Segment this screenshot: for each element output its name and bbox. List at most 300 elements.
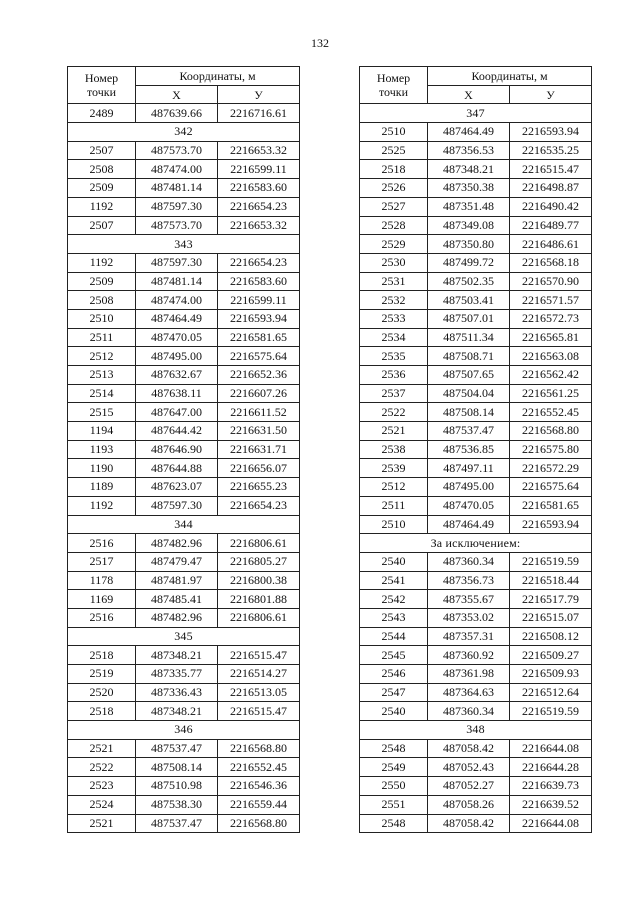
point-number-cell: 2516 <box>68 534 136 553</box>
y-coordinate-cell: 2216546.36 <box>218 777 300 796</box>
table-row <box>360 590 592 609</box>
point-number-cell: 2524 <box>68 795 136 814</box>
table-row <box>360 197 592 216</box>
x-coordinate-cell: 487470.05 <box>428 496 510 515</box>
y-coordinate-cell: 2216552.45 <box>218 758 300 777</box>
point-number-cell: 2523 <box>68 777 136 796</box>
y-coordinate-cell: 2216571.57 <box>510 291 592 310</box>
point-number-cell: 2510 <box>68 309 136 328</box>
group-header-row <box>68 515 300 534</box>
y-coordinate-cell: 2216805.27 <box>218 552 300 571</box>
table-row <box>68 739 300 758</box>
y-coordinate-cell: 2216639.73 <box>510 777 592 796</box>
x-coordinate-cell: 487058.42 <box>428 739 510 758</box>
y-coordinate-cell: 2216801.88 <box>218 590 300 609</box>
y-coordinate-cell: 2216568.18 <box>510 253 592 272</box>
point-number-cell: 2525 <box>360 141 428 160</box>
group-header-row <box>68 721 300 740</box>
point-number-cell: 2515 <box>68 403 136 422</box>
table-row <box>68 534 300 553</box>
y-coordinate-cell: 2216654.23 <box>218 253 300 272</box>
x-coordinate-cell: 487357.31 <box>428 627 510 646</box>
header-y: У <box>218 85 300 104</box>
y-coordinate-cell: 2216581.65 <box>510 496 592 515</box>
x-coordinate-cell: 487474.00 <box>136 160 218 179</box>
x-coordinate-cell: 487538.30 <box>136 795 218 814</box>
x-coordinate-cell: 487348.21 <box>136 702 218 721</box>
x-coordinate-cell: 487485.41 <box>136 590 218 609</box>
x-coordinate-cell: 487360.92 <box>428 646 510 665</box>
table-row <box>360 216 592 235</box>
x-coordinate-cell: 487573.70 <box>136 141 218 160</box>
table-row <box>68 272 300 291</box>
point-number-cell: 2532 <box>360 291 428 310</box>
point-number-cell: 2546 <box>360 665 428 684</box>
point-number-cell: 2510 <box>360 515 428 534</box>
x-coordinate-cell: 487646.90 <box>136 440 218 459</box>
y-coordinate-cell: 2216519.59 <box>510 552 592 571</box>
table-row <box>68 702 300 721</box>
y-coordinate-cell: 2216581.65 <box>218 328 300 347</box>
table-row <box>68 459 300 478</box>
table-row <box>360 571 592 590</box>
x-coordinate-cell: 487052.27 <box>428 777 510 796</box>
point-number-cell: 2538 <box>360 440 428 459</box>
point-number-cell: 2540 <box>360 552 428 571</box>
table-row <box>360 496 592 515</box>
point-number-cell: 2511 <box>68 328 136 347</box>
group-label: 342 <box>68 123 300 142</box>
table-row <box>68 440 300 459</box>
table-row <box>68 309 300 328</box>
table-row <box>68 590 300 609</box>
header-x: X <box>428 85 510 104</box>
y-coordinate-cell: 2216489.77 <box>510 216 592 235</box>
y-coordinate-cell: 2216568.80 <box>218 814 300 833</box>
table-row <box>68 683 300 702</box>
table-row <box>360 422 592 441</box>
x-coordinate-cell: 487497.11 <box>428 459 510 478</box>
x-coordinate-cell: 487355.67 <box>428 590 510 609</box>
table-row <box>68 141 300 160</box>
table-row <box>68 216 300 235</box>
point-number-cell: 2535 <box>360 347 428 366</box>
x-coordinate-cell: 487508.71 <box>428 347 510 366</box>
table-row <box>360 440 592 459</box>
x-coordinate-cell: 487464.49 <box>136 309 218 328</box>
point-number-cell: 2518 <box>68 702 136 721</box>
point-number-cell: 2545 <box>360 646 428 665</box>
x-coordinate-cell: 487511.34 <box>428 328 510 347</box>
y-coordinate-cell: 2216568.80 <box>218 739 300 758</box>
table-row <box>68 814 300 833</box>
x-coordinate-cell: 487360.34 <box>428 702 510 721</box>
point-number-cell: 2518 <box>68 646 136 665</box>
point-number-cell: 1178 <box>68 571 136 590</box>
point-number-cell: 2512 <box>68 347 136 366</box>
group-header-row <box>68 235 300 254</box>
table-row <box>68 403 300 422</box>
table-row <box>360 627 592 646</box>
table-row <box>360 795 592 814</box>
header-y: У <box>510 85 592 104</box>
table-row <box>68 665 300 684</box>
table-row <box>68 571 300 590</box>
point-number-cell: 2531 <box>360 272 428 291</box>
x-coordinate-cell: 487361.98 <box>428 665 510 684</box>
x-coordinate-cell: 487508.14 <box>136 758 218 777</box>
x-coordinate-cell: 487537.47 <box>428 422 510 441</box>
x-coordinate-cell: 487536.85 <box>428 440 510 459</box>
table-row <box>360 141 592 160</box>
y-coordinate-cell: 2216607.26 <box>218 384 300 403</box>
x-coordinate-cell: 487482.96 <box>136 608 218 627</box>
y-coordinate-cell: 2216575.80 <box>510 440 592 459</box>
y-coordinate-cell: 2216593.94 <box>510 123 592 142</box>
y-coordinate-cell: 2216515.47 <box>218 646 300 665</box>
x-coordinate-cell: 487464.49 <box>428 123 510 142</box>
x-coordinate-cell: 487336.43 <box>136 683 218 702</box>
y-coordinate-cell: 2216535.25 <box>510 141 592 160</box>
x-coordinate-cell: 487507.65 <box>428 366 510 385</box>
page-number: 132 <box>311 36 329 50</box>
table-row <box>360 366 592 385</box>
x-coordinate-cell: 487495.00 <box>136 347 218 366</box>
y-coordinate-cell: 2216572.73 <box>510 309 592 328</box>
point-number-cell: 2508 <box>68 291 136 310</box>
x-coordinate-cell: 487495.00 <box>428 478 510 497</box>
point-number-cell: 2529 <box>360 235 428 254</box>
point-number-cell: 2507 <box>68 141 136 160</box>
table-row <box>360 309 592 328</box>
x-coordinate-cell: 487349.08 <box>428 216 510 235</box>
coordinates-table-left <box>67 66 300 833</box>
header-point-number: Номер точки <box>68 67 136 104</box>
point-number-cell: 2509 <box>68 272 136 291</box>
y-coordinate-cell: 2216631.71 <box>218 440 300 459</box>
y-coordinate-cell: 2216563.08 <box>510 347 592 366</box>
point-number-cell: 2534 <box>360 328 428 347</box>
x-coordinate-cell: 487499.72 <box>428 253 510 272</box>
point-number-cell: 2519 <box>68 665 136 684</box>
group-header-row <box>360 534 592 553</box>
point-number-cell: 1192 <box>68 496 136 515</box>
y-coordinate-cell: 2216716.61 <box>218 104 300 123</box>
y-coordinate-cell: 2216559.44 <box>218 795 300 814</box>
y-coordinate-cell: 2216806.61 <box>218 608 300 627</box>
point-number-cell: 2540 <box>360 702 428 721</box>
x-coordinate-cell: 487639.66 <box>136 104 218 123</box>
point-number-cell: 2514 <box>68 384 136 403</box>
point-number-cell: 2517 <box>68 552 136 571</box>
y-coordinate-cell: 2216583.60 <box>218 272 300 291</box>
x-coordinate-cell: 487597.30 <box>136 496 218 515</box>
x-coordinate-cell: 487507.01 <box>428 309 510 328</box>
table-row <box>68 608 300 627</box>
point-number-cell: 2520 <box>68 683 136 702</box>
point-number-cell: 1194 <box>68 422 136 441</box>
x-coordinate-cell: 487364.63 <box>428 683 510 702</box>
table-row <box>360 552 592 571</box>
table-row <box>360 777 592 796</box>
table-row <box>68 291 300 310</box>
y-coordinate-cell: 2216575.64 <box>510 478 592 497</box>
point-number-cell: 2550 <box>360 777 428 796</box>
y-coordinate-cell: 2216639.52 <box>510 795 592 814</box>
point-number-cell: 2537 <box>360 384 428 403</box>
y-coordinate-cell: 2216561.25 <box>510 384 592 403</box>
x-coordinate-cell: 487481.97 <box>136 571 218 590</box>
y-coordinate-cell: 2216509.27 <box>510 646 592 665</box>
point-number-cell: 2536 <box>360 366 428 385</box>
point-number-cell: 1169 <box>68 590 136 609</box>
y-coordinate-cell: 2216653.32 <box>218 141 300 160</box>
group-label: 348 <box>360 721 592 740</box>
y-coordinate-cell: 2216655.23 <box>218 478 300 497</box>
group-label: За исключением: <box>360 534 592 553</box>
table-row <box>360 758 592 777</box>
y-coordinate-cell: 2216519.59 <box>510 702 592 721</box>
table-row <box>68 104 300 123</box>
point-number-cell: 2522 <box>68 758 136 777</box>
x-coordinate-cell: 487470.05 <box>136 328 218 347</box>
y-coordinate-cell: 2216654.23 <box>218 496 300 515</box>
table-row <box>360 347 592 366</box>
table-row <box>68 496 300 515</box>
y-coordinate-cell: 2216552.45 <box>510 403 592 422</box>
point-number-cell: 2530 <box>360 253 428 272</box>
table-row <box>360 328 592 347</box>
table-row <box>360 459 592 478</box>
point-number-cell: 2518 <box>360 160 428 179</box>
table-row <box>68 197 300 216</box>
x-coordinate-cell: 487348.21 <box>428 160 510 179</box>
coordinates-table-right <box>359 66 592 833</box>
y-coordinate-cell: 2216644.28 <box>510 758 592 777</box>
x-coordinate-cell: 487360.34 <box>428 552 510 571</box>
table-row <box>360 665 592 684</box>
y-coordinate-cell: 2216514.27 <box>218 665 300 684</box>
point-number-cell: 2541 <box>360 571 428 590</box>
table-row <box>360 179 592 198</box>
x-coordinate-cell: 487479.47 <box>136 552 218 571</box>
point-number-cell: 2522 <box>360 403 428 422</box>
y-coordinate-cell: 2216515.47 <box>510 160 592 179</box>
point-number-cell: 1190 <box>68 459 136 478</box>
point-number-cell: 2507 <box>68 216 136 235</box>
y-coordinate-cell: 2216512.64 <box>510 683 592 702</box>
point-number-cell: 2547 <box>360 683 428 702</box>
table-row <box>360 160 592 179</box>
table-row <box>68 366 300 385</box>
x-coordinate-cell: 487537.47 <box>136 814 218 833</box>
group-label: 344 <box>68 515 300 534</box>
point-number-cell: 2521 <box>68 814 136 833</box>
y-coordinate-cell: 2216644.08 <box>510 739 592 758</box>
table-row <box>360 384 592 403</box>
point-number-cell: 2511 <box>360 496 428 515</box>
y-coordinate-cell: 2216599.11 <box>218 291 300 310</box>
table-row <box>68 160 300 179</box>
group-header-row <box>68 627 300 646</box>
y-coordinate-cell: 2216806.61 <box>218 534 300 553</box>
table-row <box>68 347 300 366</box>
table-row <box>68 478 300 497</box>
y-coordinate-cell: 2216513.05 <box>218 683 300 702</box>
y-coordinate-cell: 2216599.11 <box>218 160 300 179</box>
y-coordinate-cell: 2216570.90 <box>510 272 592 291</box>
y-coordinate-cell: 2216654.23 <box>218 197 300 216</box>
x-coordinate-cell: 487597.30 <box>136 253 218 272</box>
x-coordinate-cell: 487350.38 <box>428 179 510 198</box>
table-row <box>360 814 592 833</box>
x-coordinate-cell: 487335.77 <box>136 665 218 684</box>
y-coordinate-cell: 2216575.64 <box>218 347 300 366</box>
y-coordinate-cell: 2216508.12 <box>510 627 592 646</box>
x-coordinate-cell: 487644.42 <box>136 422 218 441</box>
table-row <box>68 179 300 198</box>
x-coordinate-cell: 487356.53 <box>428 141 510 160</box>
x-coordinate-cell: 487052.43 <box>428 758 510 777</box>
y-coordinate-cell: 2216486.61 <box>510 235 592 254</box>
table-row <box>360 515 592 534</box>
table-row <box>360 403 592 422</box>
x-coordinate-cell: 487464.49 <box>428 515 510 534</box>
y-coordinate-cell: 2216498.87 <box>510 179 592 198</box>
point-number-cell: 1193 <box>68 440 136 459</box>
point-number-cell: 1192 <box>68 253 136 272</box>
x-coordinate-cell: 487481.14 <box>136 179 218 198</box>
point-number-cell: 2542 <box>360 590 428 609</box>
point-number-cell: 2548 <box>360 814 428 833</box>
point-number-cell: 2512 <box>360 478 428 497</box>
y-coordinate-cell: 2216656.07 <box>218 459 300 478</box>
y-coordinate-cell: 2216611.52 <box>218 403 300 422</box>
point-number-cell: 2549 <box>360 758 428 777</box>
table-row <box>360 235 592 254</box>
point-number-cell: 2548 <box>360 739 428 758</box>
point-number-cell: 2533 <box>360 309 428 328</box>
y-coordinate-cell: 2216515.07 <box>510 608 592 627</box>
y-coordinate-cell: 2216652.36 <box>218 366 300 385</box>
y-coordinate-cell: 2216653.32 <box>218 216 300 235</box>
x-coordinate-cell: 487356.73 <box>428 571 510 590</box>
group-label: 343 <box>68 235 300 254</box>
x-coordinate-cell: 487638.11 <box>136 384 218 403</box>
y-coordinate-cell: 2216583.60 <box>218 179 300 198</box>
table-row <box>360 683 592 702</box>
x-coordinate-cell: 487573.70 <box>136 216 218 235</box>
table-row <box>360 739 592 758</box>
table-row <box>68 646 300 665</box>
y-coordinate-cell: 2216518.44 <box>510 571 592 590</box>
x-coordinate-cell: 487537.47 <box>136 739 218 758</box>
y-coordinate-cell: 2216568.80 <box>510 422 592 441</box>
point-number-cell: 2526 <box>360 179 428 198</box>
y-coordinate-cell: 2216593.94 <box>510 515 592 534</box>
y-coordinate-cell: 2216517.79 <box>510 590 592 609</box>
header-coordinates: Координаты, м <box>428 67 592 86</box>
group-header-row <box>68 123 300 142</box>
point-number-cell: 2508 <box>68 160 136 179</box>
point-number-cell: 2543 <box>360 608 428 627</box>
table-row <box>68 328 300 347</box>
x-coordinate-cell: 487503.41 <box>428 291 510 310</box>
table-row <box>360 272 592 291</box>
x-coordinate-cell: 487058.26 <box>428 795 510 814</box>
y-coordinate-cell: 2216593.94 <box>218 309 300 328</box>
y-coordinate-cell: 2216631.50 <box>218 422 300 441</box>
point-number-cell: 1189 <box>68 478 136 497</box>
x-coordinate-cell: 487353.02 <box>428 608 510 627</box>
x-coordinate-cell: 487647.00 <box>136 403 218 422</box>
point-number-cell: 2513 <box>68 366 136 385</box>
point-number-cell: 2510 <box>360 123 428 142</box>
y-coordinate-cell: 2216565.81 <box>510 328 592 347</box>
table-row <box>68 777 300 796</box>
x-coordinate-cell: 487623.07 <box>136 478 218 497</box>
x-coordinate-cell: 487502.35 <box>428 272 510 291</box>
x-coordinate-cell: 487597.30 <box>136 197 218 216</box>
header-x: X <box>136 85 218 104</box>
point-number-cell: 2539 <box>360 459 428 478</box>
table-row <box>68 253 300 272</box>
point-number-cell: 2527 <box>360 197 428 216</box>
y-coordinate-cell: 2216644.08 <box>510 814 592 833</box>
group-label: 346 <box>68 721 300 740</box>
table-row <box>68 552 300 571</box>
header-point-number: Номер точки <box>360 67 428 104</box>
y-coordinate-cell: 2216515.47 <box>218 702 300 721</box>
table-row <box>68 795 300 814</box>
table-row <box>360 646 592 665</box>
x-coordinate-cell: 487481.14 <box>136 272 218 291</box>
y-coordinate-cell: 2216800.38 <box>218 571 300 590</box>
group-label: 347 <box>360 104 592 123</box>
point-number-cell: 2489 <box>68 104 136 123</box>
x-coordinate-cell: 487644.88 <box>136 459 218 478</box>
point-number-cell: 1192 <box>68 197 136 216</box>
table-row <box>360 478 592 497</box>
table-row <box>360 702 592 721</box>
x-coordinate-cell: 487632.67 <box>136 366 218 385</box>
x-coordinate-cell: 487474.00 <box>136 291 218 310</box>
x-coordinate-cell: 487350.80 <box>428 235 510 254</box>
table-row <box>68 422 300 441</box>
x-coordinate-cell: 487058.42 <box>428 814 510 833</box>
table-row <box>360 253 592 272</box>
point-number-cell: 2551 <box>360 795 428 814</box>
table-row <box>68 384 300 403</box>
table-row <box>68 758 300 777</box>
x-coordinate-cell: 487482.96 <box>136 534 218 553</box>
point-number-cell: 2521 <box>68 739 136 758</box>
y-coordinate-cell: 2216490.42 <box>510 197 592 216</box>
table-row <box>360 123 592 142</box>
point-number-cell: 2521 <box>360 422 428 441</box>
header-coordinates: Координаты, м <box>136 67 300 86</box>
x-coordinate-cell: 487348.21 <box>136 646 218 665</box>
point-number-cell: 2509 <box>68 179 136 198</box>
table-row <box>360 291 592 310</box>
x-coordinate-cell: 487504.04 <box>428 384 510 403</box>
y-coordinate-cell: 2216562.42 <box>510 366 592 385</box>
group-header-row <box>360 721 592 740</box>
point-number-cell: 2544 <box>360 627 428 646</box>
y-coordinate-cell: 2216572.29 <box>510 459 592 478</box>
x-coordinate-cell: 487510.98 <box>136 777 218 796</box>
table-row <box>360 608 592 627</box>
